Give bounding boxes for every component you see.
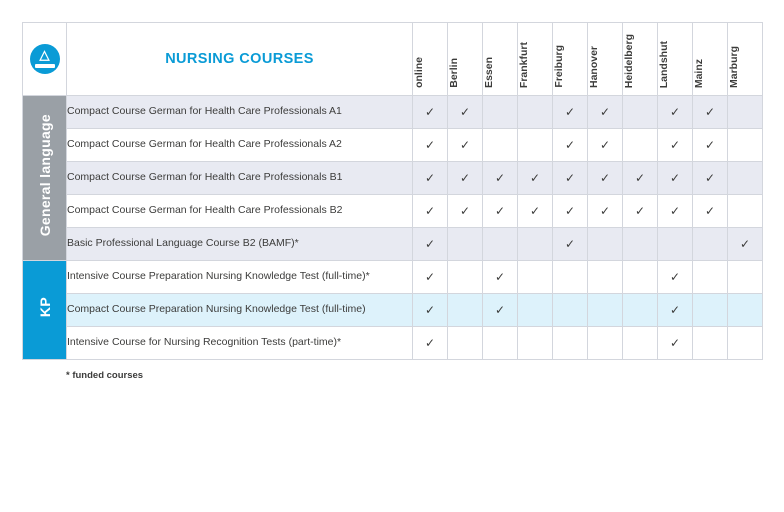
availability-empty	[518, 327, 553, 360]
availability-check: ✓	[693, 129, 728, 162]
availability-empty	[553, 261, 588, 294]
availability-check: ✓	[623, 162, 658, 195]
availability-check: ✓	[448, 129, 483, 162]
availability-empty	[693, 228, 728, 261]
availability-check: ✓	[693, 195, 728, 228]
availability-check: ✓	[658, 294, 693, 327]
column-label: Mainz	[693, 58, 705, 88]
column-header-landshut	[658, 23, 693, 96]
column-header-hanover	[588, 23, 623, 96]
group-label-text: KP	[36, 297, 53, 318]
logo-bar	[35, 64, 55, 68]
nursing-courses-table	[22, 22, 763, 360]
availability-check: ✓	[413, 96, 448, 129]
table-row	[23, 327, 763, 360]
logo-glyph: △	[39, 47, 50, 62]
availability-check: ✓	[413, 327, 448, 360]
availability-empty	[728, 162, 763, 195]
course-name-cell: Compact Course German for Health Care Professionals A2	[67, 129, 413, 162]
availability-empty	[623, 327, 658, 360]
column-label: Marburg	[728, 46, 740, 88]
column-header-essen	[483, 23, 518, 96]
availability-check: ✓	[483, 195, 518, 228]
availability-empty	[518, 228, 553, 261]
column-label: online	[413, 57, 425, 88]
availability-check: ✓	[448, 96, 483, 129]
availability-empty	[448, 228, 483, 261]
table-row	[23, 294, 763, 327]
availability-check: ✓	[413, 195, 448, 228]
availability-empty	[623, 294, 658, 327]
availability-check: ✓	[553, 228, 588, 261]
column-header-mainz	[693, 23, 728, 96]
availability-check: ✓	[588, 195, 623, 228]
table-row	[23, 96, 763, 129]
group-label-general-language	[23, 96, 67, 261]
availability-check: ✓	[588, 129, 623, 162]
table-row	[23, 228, 763, 261]
availability-empty	[728, 96, 763, 129]
availability-empty	[588, 327, 623, 360]
column-label: Berlin	[448, 58, 460, 88]
availability-check: ✓	[693, 162, 728, 195]
column-header-berlin	[448, 23, 483, 96]
table-row	[23, 129, 763, 162]
availability-empty	[693, 261, 728, 294]
table-row	[23, 162, 763, 195]
course-name-cell: Compact Course Preparation Nursing Knowledge Test (full-time)	[67, 294, 413, 327]
column-header-frankfurt	[518, 23, 553, 96]
availability-empty	[728, 261, 763, 294]
page-title: NURSING COURSES	[67, 23, 413, 96]
availability-empty	[518, 129, 553, 162]
course-name-cell: Compact Course German for Health Care Professionals B2	[67, 195, 413, 228]
availability-empty	[483, 228, 518, 261]
column-header-heidelberg	[623, 23, 658, 96]
availability-empty	[623, 261, 658, 294]
course-name-cell: Compact Course German for Health Care Professionals A1	[67, 96, 413, 129]
column-label: Frankfurt	[518, 41, 530, 88]
availability-check: ✓	[413, 228, 448, 261]
availability-empty	[728, 195, 763, 228]
availability-empty	[623, 96, 658, 129]
availability-check: ✓	[448, 162, 483, 195]
availability-check: ✓	[413, 129, 448, 162]
availability-empty	[588, 228, 623, 261]
availability-check: ✓	[448, 195, 483, 228]
availability-check: ✓	[553, 129, 588, 162]
availability-check: ✓	[413, 261, 448, 294]
availability-empty	[588, 294, 623, 327]
availability-check: ✓	[483, 294, 518, 327]
table-body	[23, 96, 763, 360]
availability-check: ✓	[413, 294, 448, 327]
availability-check: ✓	[553, 162, 588, 195]
availability-empty	[448, 294, 483, 327]
availability-check: ✓	[658, 327, 693, 360]
availability-check: ✓	[553, 195, 588, 228]
group-label-text: General language	[36, 114, 53, 237]
availability-check: ✓	[658, 162, 693, 195]
column-label: Heidelberg	[623, 33, 635, 88]
column-label: Landshut	[658, 40, 670, 88]
column-label: Hanover	[588, 45, 600, 88]
availability-empty	[693, 327, 728, 360]
availability-empty	[483, 129, 518, 162]
footnote: * funded courses	[66, 370, 144, 381]
table-row	[23, 195, 763, 228]
availability-check: ✓	[693, 96, 728, 129]
availability-check: ✓	[658, 96, 693, 129]
availability-check: ✓	[483, 261, 518, 294]
availability-empty	[483, 96, 518, 129]
availability-empty	[728, 294, 763, 327]
table-header	[23, 23, 763, 96]
availability-empty	[728, 129, 763, 162]
column-label: Freiburg	[553, 45, 565, 88]
availability-empty	[623, 228, 658, 261]
availability-check: ✓	[483, 162, 518, 195]
availability-empty	[693, 294, 728, 327]
availability-empty	[553, 294, 588, 327]
availability-check: ✓	[413, 162, 448, 195]
availability-check: ✓	[728, 228, 763, 261]
column-header-online	[413, 23, 448, 96]
availability-empty	[518, 294, 553, 327]
availability-empty	[518, 96, 553, 129]
availability-empty	[448, 261, 483, 294]
course-name-cell: Compact Course German for Health Care Professionals B1	[67, 162, 413, 195]
course-name-cell: Intensive Course Preparation Nursing Knowledge Test (full-time)*	[67, 261, 413, 294]
availability-empty	[728, 327, 763, 360]
table-header-row	[23, 23, 763, 96]
availability-check: ✓	[623, 195, 658, 228]
column-label: Essen	[483, 57, 495, 88]
availability-empty	[448, 327, 483, 360]
school-logo-icon	[30, 44, 60, 74]
availability-check: ✓	[658, 195, 693, 228]
course-name-cell: Intensive Course for Nursing Recognition Tests (part-time)*	[67, 327, 413, 360]
course-name-cell: Basic Professional Language Course B2 (BAMF)*	[67, 228, 413, 261]
table-row	[23, 261, 763, 294]
availability-empty	[588, 261, 623, 294]
availability-check: ✓	[518, 162, 553, 195]
logo-cell	[23, 23, 67, 96]
column-header-marburg	[728, 23, 763, 96]
availability-empty	[623, 129, 658, 162]
availability-check: ✓	[553, 96, 588, 129]
availability-check: ✓	[588, 96, 623, 129]
group-label-kp	[23, 261, 67, 360]
column-header-freiburg	[553, 23, 588, 96]
availability-check: ✓	[658, 129, 693, 162]
availability-empty	[658, 228, 693, 261]
availability-check: ✓	[588, 162, 623, 195]
availability-check: ✓	[658, 261, 693, 294]
availability-empty	[553, 327, 588, 360]
availability-empty	[483, 327, 518, 360]
course-overview-page	[0, 22, 784, 512]
availability-empty	[518, 261, 553, 294]
availability-check: ✓	[518, 195, 553, 228]
